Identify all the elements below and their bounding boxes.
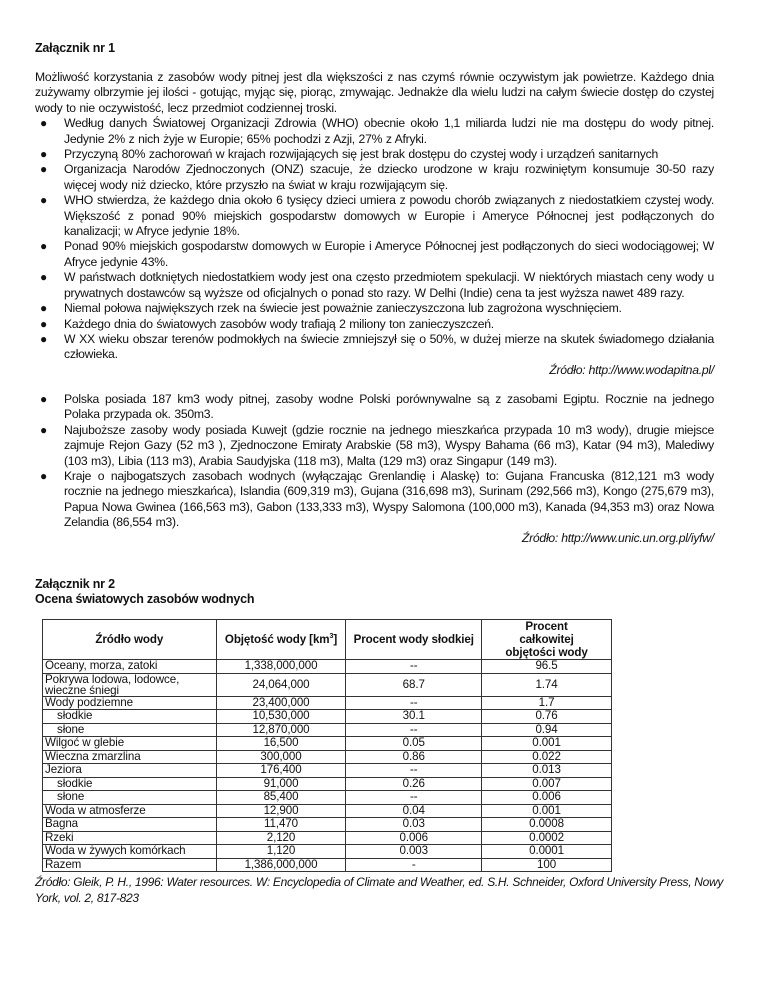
table-row bbox=[43, 710, 612, 724]
cell-total-percent: 1.7 bbox=[482, 696, 612, 710]
cell-source: Pokrywa lodowa, lodowce, wieczne śniegi bbox=[43, 673, 217, 696]
cell-volume: 23,400,000 bbox=[216, 696, 346, 710]
cell-source: słone bbox=[43, 791, 217, 805]
cell-source: Wieczna zmarzlina bbox=[43, 750, 217, 764]
cell-total-percent: 0.0002 bbox=[482, 831, 612, 845]
annex-1-body-2 bbox=[35, 392, 714, 546]
cell-source: Razem bbox=[43, 858, 217, 872]
cell-fresh-percent: -- bbox=[346, 764, 482, 778]
cell-total-percent: 1.74 bbox=[482, 673, 612, 696]
table-row bbox=[43, 764, 612, 778]
cell-total-percent: 0.007 bbox=[482, 777, 612, 791]
cell-source: Woda w żywych komórkach bbox=[43, 845, 217, 859]
cell-source: Wody podziemne bbox=[43, 696, 217, 710]
list-item: ● Według danych Światowej Organizacji Zdrowia (WHO) obecnie około 1,1 miliarda ludzi nie ma dostępu do wody pitnej. Jedynie 2% z nich żyje w Europie; 65% pochodzi z Azji, 27% z Afryki. bbox=[40, 116, 714, 146]
cell-fresh-percent: 0.003 bbox=[346, 845, 482, 859]
bullet-icon: ● bbox=[40, 116, 47, 131]
table-row bbox=[43, 804, 612, 818]
cell-volume: 1,386,000,000 bbox=[216, 858, 346, 872]
cell-volume: 85,400 bbox=[216, 791, 346, 805]
bullet-icon: ● bbox=[40, 331, 47, 346]
bullet-icon: ● bbox=[40, 392, 47, 406]
source-citation-unic: Źródło: http://www.unic.un.org.pl/iyfw/ bbox=[521, 530, 714, 545]
list-item: ● Ponad 90% miejskich gospodarstw domowych w Europie i Ameryce Północnej jest podłączonych do sieci wodociągowej; W Afryce jedynie 43%. bbox=[40, 239, 714, 269]
list-item: ● Przyczyną 80% zachorowań w krajach rozwijających się jest brak dostępu do czystej wody i urządzeń sanitarnych bbox=[40, 147, 658, 162]
bullet-icon: ● bbox=[40, 270, 47, 285]
cell-fresh-percent: 0.006 bbox=[346, 831, 482, 845]
cell-source: Bagna bbox=[43, 818, 217, 832]
list-item: ● WHO stwierdza, że każdego dnia około 6 tysięcy dzieci umiera z powodu chorób związanych z niedostatkiem czystej wody. Większość z ponad 90% miejskich gospodarstw domowych w Europie i Ameryce Północnej jest podłączonych do kanalizacji; w Afryce jedynie 18%. bbox=[40, 193, 714, 239]
list-item: ● Kraje o najbogatszych zasobach wodnych (wyłączając Grenlandię i Alaskę) to: Gujana Francuska (812,121 m3 wody rocznie na jednego mieszkańca), Islandia (609,319 m3), Gujana (316,698 m3), Surinam (292,566 m3), Kongo (275,679 m3), Papua Nowa Gwinea (166,563 m3), Gabon (133,333 m3), Wyspy Salomona (100,000 m3), Kanada (94,353 m3) oraz Nowa Zelandia (86,554 m3). bbox=[40, 469, 714, 530]
resources-list bbox=[35, 392, 714, 531]
cell-total-percent: 0.022 bbox=[482, 750, 612, 764]
bullet-icon: ● bbox=[40, 422, 47, 437]
header-total-percent: Procent całkowitej objętości wody bbox=[482, 620, 612, 660]
cell-fresh-percent: 0.86 bbox=[346, 750, 482, 764]
cell-volume: 12,900 bbox=[216, 804, 346, 818]
table-row bbox=[43, 660, 612, 674]
cell-total-percent: 96.5 bbox=[482, 660, 612, 674]
bullet-icon: ● bbox=[40, 469, 47, 484]
intro-paragraph: Możliwość korzystania z zasobów wody pitnej jest dla większości z nas czymś równie oczywistym jak powietrze. Każdego dnia zużywamy olbrzymie jej ilości - gotując, myjąc się, piorąc, zmywając. Jednakże dla wielu ludzi na całym świecie dostęp do czystej wody to nie oczywistość, lecz przedmiot codziennej troski. bbox=[35, 70, 714, 115]
table-row bbox=[43, 737, 612, 751]
table-row bbox=[43, 845, 612, 859]
cell-fresh-percent: -- bbox=[346, 660, 482, 674]
annex-2-subtitle: Ocena światowych zasobów wodnych bbox=[35, 592, 255, 606]
bullet-icon: ● bbox=[40, 239, 47, 254]
cell-fresh-percent: 30.1 bbox=[346, 710, 482, 724]
table-row bbox=[43, 723, 612, 737]
cell-fresh-percent: 0.26 bbox=[346, 777, 482, 791]
table-row bbox=[43, 673, 612, 696]
bullet-icon: ● bbox=[40, 193, 47, 208]
list-item: ● Polska posiada 187 km3 wody pitnej, zasoby wodne Polski porównywalne są z zasobami Egiptu. Rocznie na jednego Polaka przypada ok. 350m3. bbox=[40, 392, 714, 422]
cell-volume: 12,870,000 bbox=[216, 723, 346, 737]
bullet-icon: ● bbox=[40, 316, 47, 331]
list-item: ● W państwach dotkniętych niedostatkiem wody jest ona często przedmiotem spekulacji. W niektórych miastach ceny wody u prywatnych dostawców są wyższe od oficjalnych o ponad sto razy. W Delhi (Indie) cena ta jest wyższa nawet 489 razy. bbox=[40, 270, 714, 300]
cell-total-percent: 0.94 bbox=[482, 723, 612, 737]
water-resources-table bbox=[42, 619, 612, 872]
cell-total-percent: 0.76 bbox=[482, 710, 612, 724]
annex-1-title: Załącznik nr 1 bbox=[35, 41, 115, 55]
cell-fresh-percent: -- bbox=[346, 791, 482, 805]
cell-fresh-percent: 0.04 bbox=[346, 804, 482, 818]
bullet-icon: ● bbox=[40, 301, 47, 316]
cell-fresh-percent: - bbox=[346, 858, 482, 872]
table-body bbox=[43, 660, 612, 872]
cell-fresh-percent: 0.05 bbox=[346, 737, 482, 751]
cell-volume: 1,338,000,000 bbox=[216, 660, 346, 674]
cell-source: słodkie bbox=[43, 777, 217, 791]
table-row bbox=[43, 696, 612, 710]
cell-volume: 2,120 bbox=[216, 831, 346, 845]
list-item: ● Każdego dnia do światowych zasobów wody trafiają 2 miliony ton zanieczyszczeń. bbox=[40, 316, 494, 331]
header-source: Źródło wody bbox=[43, 620, 217, 660]
table-row bbox=[43, 791, 612, 805]
source-citation-wodapitna: Źródło: http://www.wodapitna.pl/ bbox=[549, 362, 714, 377]
cell-source: słone bbox=[43, 723, 217, 737]
cell-total-percent: 0.0008 bbox=[482, 818, 612, 832]
table-header-row bbox=[43, 620, 612, 660]
cell-source: Oceany, morza, zatoki bbox=[43, 660, 217, 674]
cell-volume: 11,470 bbox=[216, 818, 346, 832]
cell-fresh-percent: -- bbox=[346, 723, 482, 737]
cell-total-percent: 0.006 bbox=[482, 791, 612, 805]
cell-total-percent: 0.001 bbox=[482, 737, 612, 751]
list-item: ● Organizacja Narodów Zjednoczonych (ONZ) szacuje, że dziecko urodzone w kraju rozwiniętym konsumuje 30-50 razy więcej wody niż dziecko, które przyszło na świat w kraju rozwijającym się. bbox=[40, 162, 714, 192]
annex-2-title: Załącznik nr 2 bbox=[35, 577, 115, 591]
cell-total-percent: 100 bbox=[482, 858, 612, 872]
table-source-citation: Źródło: Gleik, P. H., 1996: Water resources. W: Encyclopedia of Climate and Weather, ed. S.H. Schneider, Oxford University Press, Nowy York, vol. 2, 817-823 bbox=[35, 875, 724, 905]
cell-fresh-percent: -- bbox=[346, 696, 482, 710]
cell-volume: 300,000 bbox=[216, 750, 346, 764]
header-fresh-percent: Procent wody słodkiej bbox=[346, 620, 482, 660]
facts-list bbox=[35, 116, 714, 363]
annex-1-body bbox=[35, 70, 714, 378]
cell-volume: 16,500 bbox=[216, 737, 346, 751]
bullet-icon: ● bbox=[40, 147, 47, 162]
cell-total-percent: 0.013 bbox=[482, 764, 612, 778]
table-row bbox=[43, 831, 612, 845]
cell-total-percent: 0.0001 bbox=[482, 845, 612, 859]
cell-volume: 24,064,000 bbox=[216, 673, 346, 696]
cell-source: Woda w atmosferze bbox=[43, 804, 217, 818]
cell-total-percent: 0.001 bbox=[482, 804, 612, 818]
table-row bbox=[43, 818, 612, 832]
cell-source: Jeziora bbox=[43, 764, 217, 778]
list-item: ● Niemal połowa największych rzek na świecie jest poważnie zanieczyszczona lub zagrożona wyschnięciem. bbox=[40, 301, 622, 316]
bullet-icon: ● bbox=[40, 162, 47, 177]
table-row bbox=[43, 750, 612, 764]
cell-volume: 176,400 bbox=[216, 764, 346, 778]
cell-source: słodkie bbox=[43, 710, 217, 724]
cell-fresh-percent: 0.03 bbox=[346, 818, 482, 832]
cell-volume: 91,000 bbox=[216, 777, 346, 791]
list-item: ● Najuboższe zasoby wody posiada Kuwejt (gdzie rocznie na jednego mieszkańca przypada 10 m3 wody), drugie miejsce zajmuje Rejon Gazy (52 m3 ), Zjednoczone Emiraty Arabskie (58 m3), Wyspy Bahama (66 m3), Katar (94 m3), Malediwy (103 m3), Libia (113 m3), Arabia Saudyjska (118 m3), Malta (129 m3) oraz Singapur (149 m3). bbox=[40, 422, 714, 468]
cell-fresh-percent: 68.7 bbox=[346, 673, 482, 696]
cell-volume: 1,120 bbox=[216, 845, 346, 859]
table-row bbox=[43, 777, 612, 791]
cell-source: Rzeki bbox=[43, 831, 217, 845]
cell-source: Wilgoć w glebie bbox=[43, 737, 217, 751]
table-row bbox=[43, 858, 612, 872]
cell-volume: 10,530,000 bbox=[216, 710, 346, 724]
list-item: ● W XX wieku obszar terenów podmokłych na świecie zmniejszył się o 50%, w dużej mierze na skutek świadomego działania człowieka. bbox=[40, 331, 714, 362]
header-volume: Objętość wody $[km^3]$ bbox=[216, 620, 346, 660]
